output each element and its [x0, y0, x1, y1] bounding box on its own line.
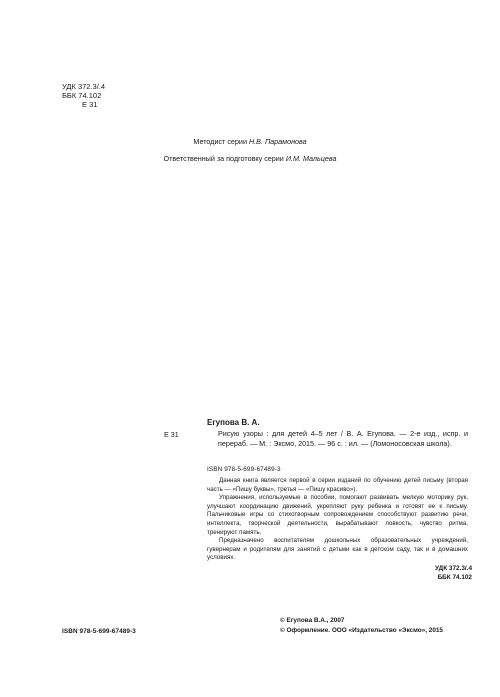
- annotation-paragraph: Предназначено воспитателям дошкольных образовательных учреждений, гувернерам и родителям для занятий с детьми как в детском саду, так и в домашних условиях.: [207, 537, 468, 562]
- responsible-label: Ответственный за подготовку серии: [163, 154, 284, 163]
- card-author-mark: Е 31: [164, 430, 179, 439]
- bbk-code: ББК 74.102: [62, 91, 102, 100]
- card-bbk: ББК 74.102: [437, 574, 472, 581]
- responsible-name: И.М. Мальцева: [285, 154, 337, 163]
- card-description: Рисую узоры : для детей 4–5 лет / В. А. Егупова. — 2-е изд., испр. и перераб. — М. : Эксмо, 2015. — 96 с. : ил. — (Ломоносовская школа).: [218, 429, 468, 448]
- responsible-credit: [0, 154, 500, 163]
- author-mark: Е 31: [82, 100, 98, 109]
- annotation: [207, 477, 468, 563]
- card-codes: [435, 564, 472, 582]
- copyright-block: [280, 616, 443, 635]
- methodist-credit: [0, 137, 500, 146]
- classification-block: [62, 82, 105, 109]
- footer-isbn: ISBN 978-5-699-67489-3: [62, 628, 136, 635]
- copyright-design: © Оформление. ООО «Издательство «Эксмо», 2015: [280, 626, 443, 634]
- card-udk: УДК 372.3/.4: [435, 565, 472, 572]
- annotation-paragraph: Данная книга является первой в серии изданий по обучению детей письму (вторая часть — «Пишу буквы», третья — «Пишу красиво»).: [207, 477, 468, 493]
- card-author: Егупова В. А.: [207, 418, 260, 427]
- methodist-name: Н.В. Парамонова: [248, 137, 307, 146]
- copyright-author: © Егупова В.А., 2007: [280, 617, 345, 624]
- udk-code: УДК 372.3/.4: [62, 82, 106, 91]
- annotation-paragraph: Упражнения, используемые в пособии, помогают развивать мелкую моторику рук, улучшают координацию движений, укрепляют руку ребенка и готовят ее к письму. Пальчиковые игры со стихотворным сопровождением способствуют развитию речи, интеллекта, творческой деятельности, вырабатывают ловкость, чувство ритма, тренируют память.: [207, 494, 468, 536]
- methodist-label: Методист серии: [193, 137, 247, 146]
- card-isbn: ISBN 978-5-699-67489-3: [207, 466, 281, 473]
